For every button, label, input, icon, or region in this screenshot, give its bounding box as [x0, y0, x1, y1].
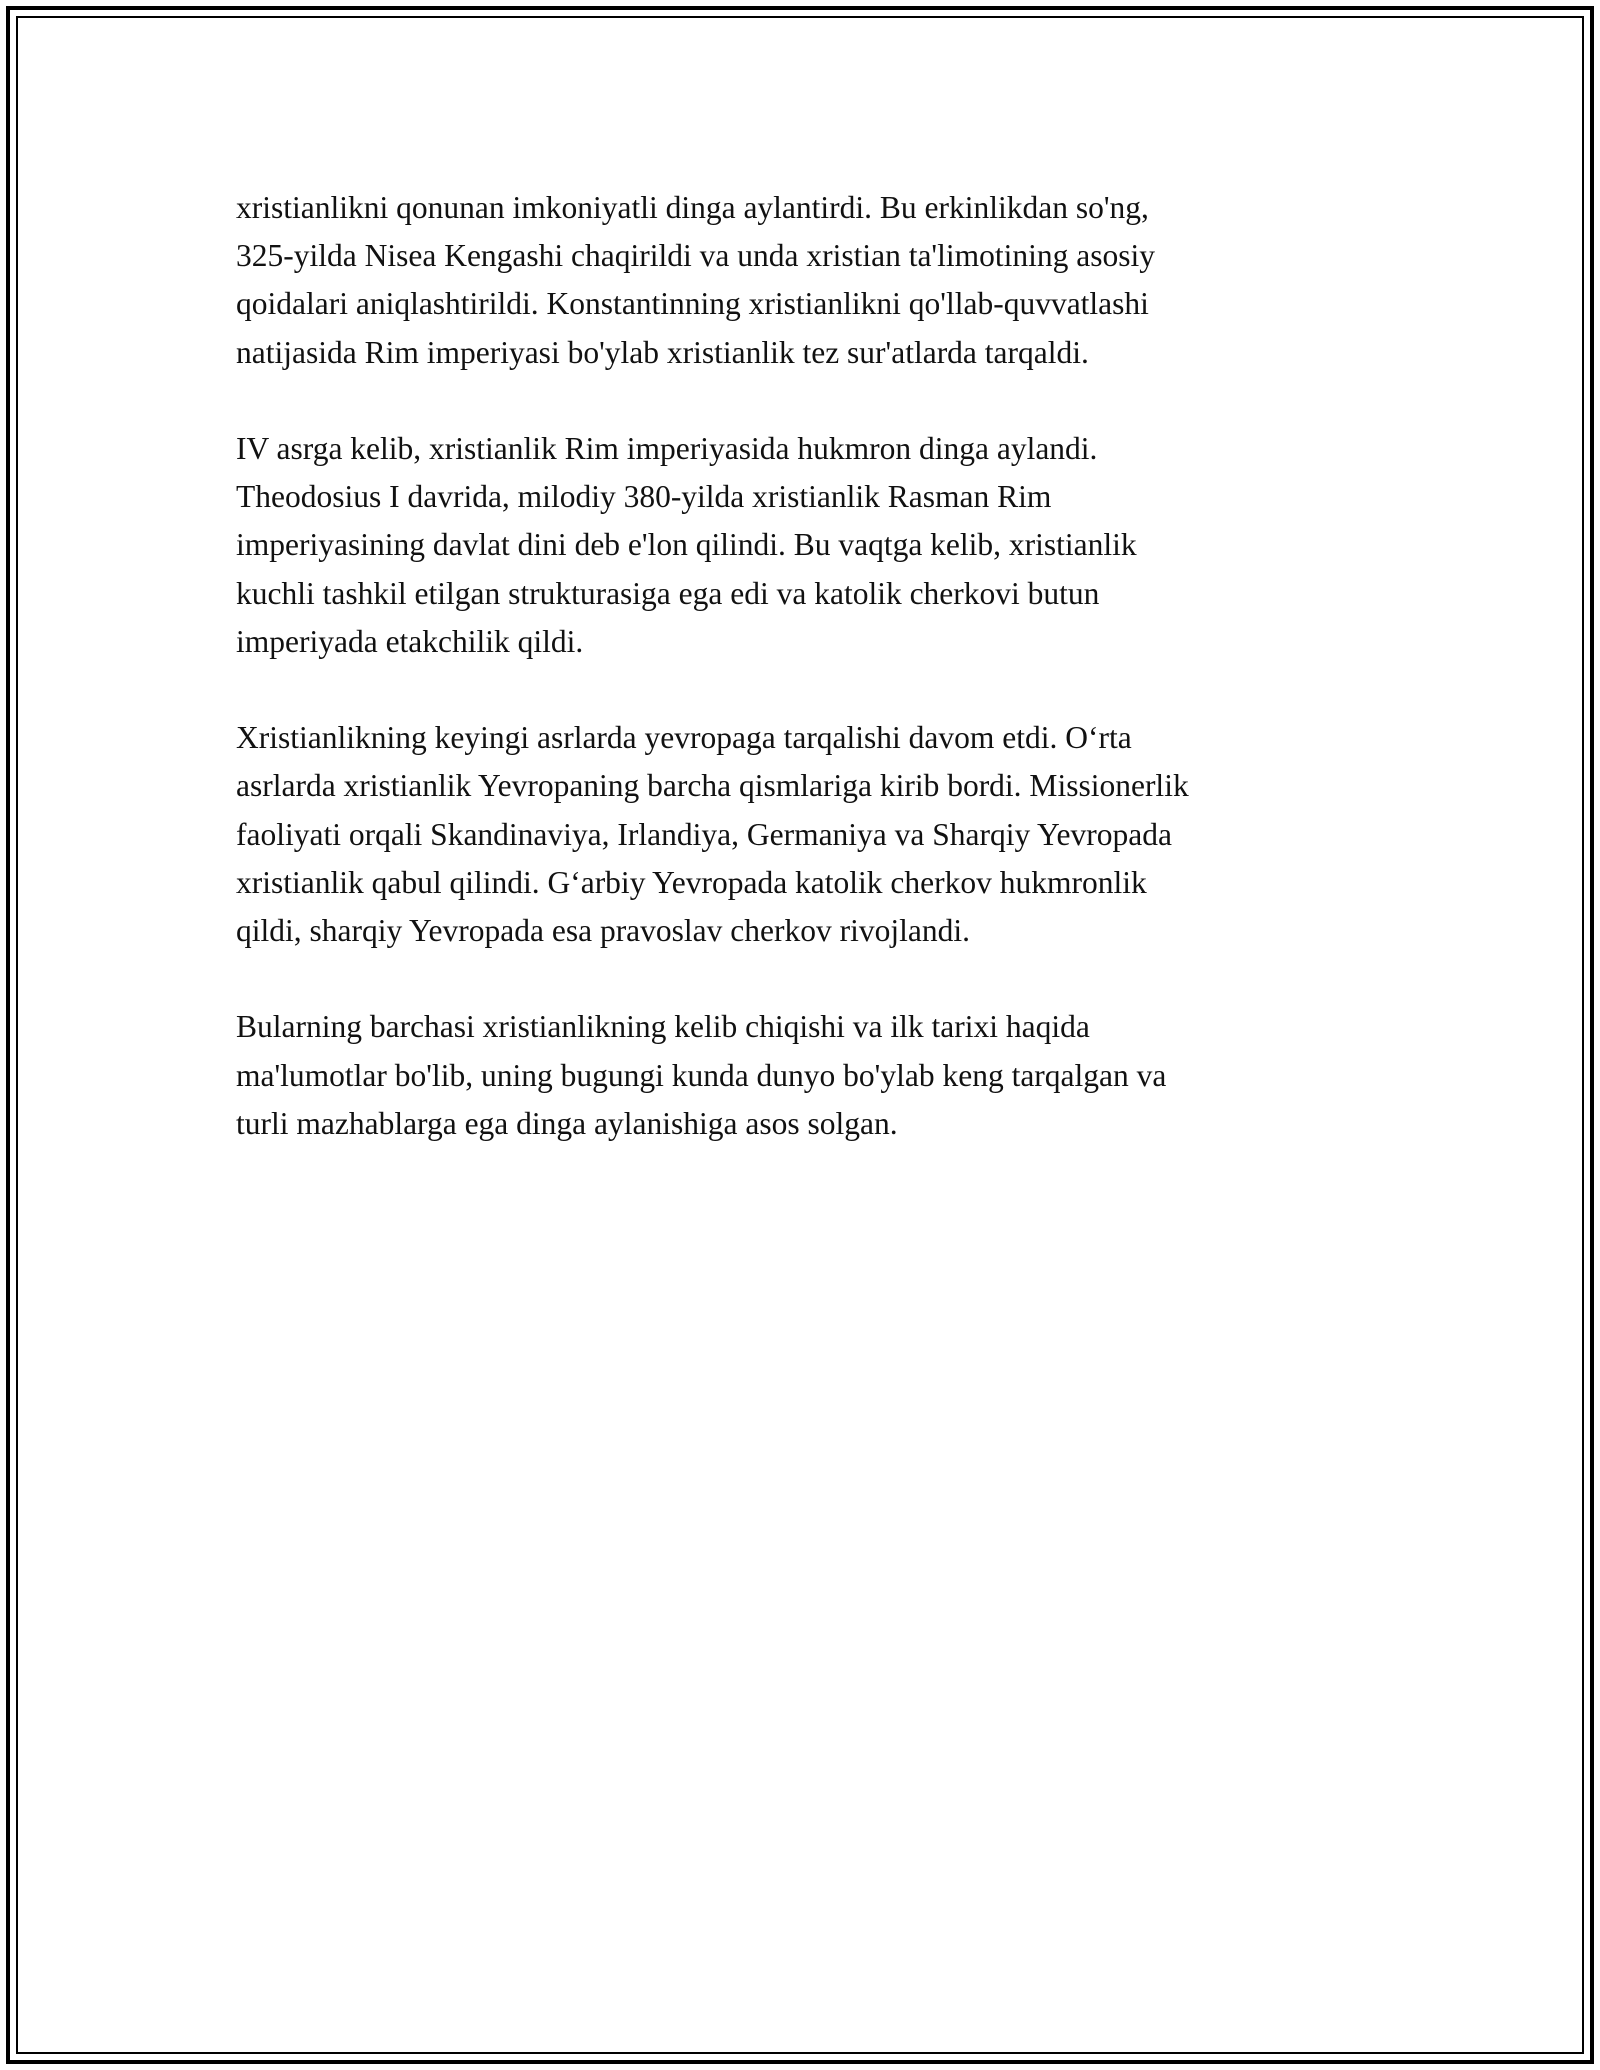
paragraph-2	[236, 425, 1376, 666]
text-line: kuchli tashkil etilgan strukturasiga ega edi va katolik cherkovi butun	[236, 575, 1100, 611]
paragraph-1	[236, 184, 1376, 377]
paragraph-4	[236, 1003, 1376, 1148]
text-line: qoidalari aniqlashtirildi. Konstantinning xristianlikni qo'llab-quvvatlashi	[236, 286, 1149, 322]
text-line: Theodosius I davrida, milodiy 380-yilda xristianlik Rasman Rim	[236, 479, 1052, 515]
text-line: faoliyati orqali Skandinaviya, Irlandiya, Germaniya va Sharqiy Yevropada	[236, 816, 1172, 852]
text-line: ma'lumotlar bo'lib, uning bugungi kunda dunyo bo'ylab keng tarqalgan va	[236, 1057, 1167, 1093]
text-line: asrlarda xristianlik Yevropaning barcha qismlariga kirib bordi. Missionerlik	[236, 768, 1189, 804]
text-line: turli mazhablarga ega dinga aylanishiga asos solgan.	[236, 1105, 898, 1141]
paragraph-3	[236, 714, 1376, 955]
document-body	[236, 184, 1376, 1196]
text-line: imperiyasining davlat dini deb e'lon qilindi. Bu vaqtga kelib, xristianlik	[236, 527, 1137, 563]
text-line: natijasida Rim imperiyasi bo'ylab xristianlik tez sur'atlarda tarqaldi.	[236, 334, 1089, 370]
text-line: imperiyada etakchilik qildi.	[236, 623, 584, 659]
text-line: xristianlikni qonunan imkoniyatli dinga aylantirdi. Bu erkinlikdan so'ng,	[236, 190, 1149, 225]
text-line: IV asrga kelib, xristianlik Rim imperiyasida hukmron dinga aylandi.	[236, 431, 1098, 466]
text-line: Bularning barchasi xristianlikning kelib chiqishi va ilk tarixi haqida	[236, 1009, 1090, 1045]
text-line: xristianlik qabul qilindi. G‘arbiy Yevropada katolik cherkov hukmronlik	[236, 864, 1147, 900]
text-line: Xristianlikning keyingi asrlarda yevropaga tarqalishi davom etdi. O‘rta	[236, 720, 1132, 756]
text-line: qildi, sharqiy Yevropada esa pravoslav cherkov rivojlandi.	[236, 913, 970, 949]
text-line: 325-yilda Nisea Kengashi chaqirildi va unda xristian ta'limotining asosiy	[236, 238, 1155, 274]
